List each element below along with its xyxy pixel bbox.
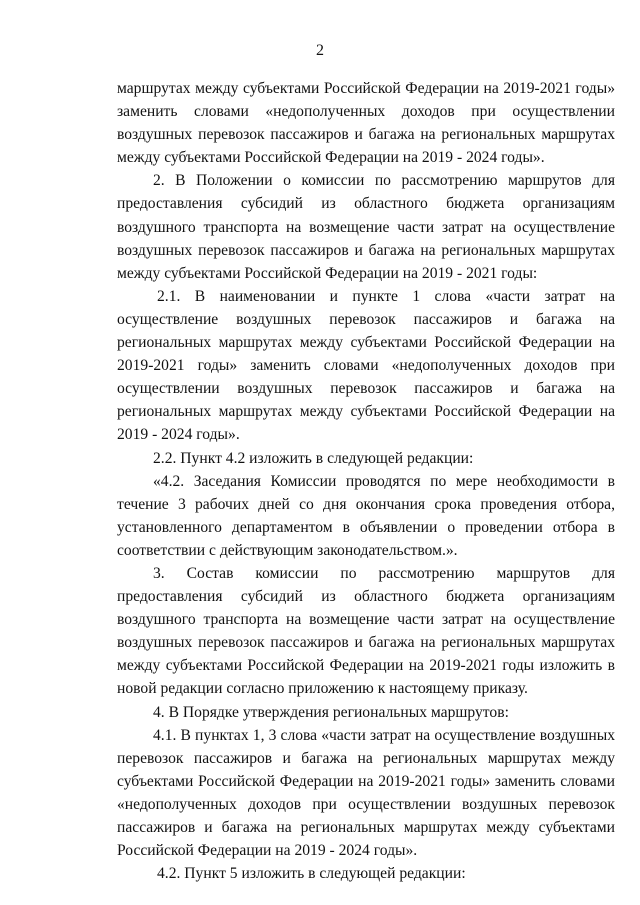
quoted-paragraph: «4.2. Заседания Комиссии проводятся по мере необходимости в течение 3 рабочих дней со дня окончания срока проведения отбора, установленного департаментом в объявлении о проведении отбора в соответствии с действующим законодательством.». bbox=[117, 472, 615, 559]
paragraph: 4.1. В пунктах 1, 3 слова «части затрат на осуществление воздушных перевозок пассажиров и багажа на региональных маршрутах между субъектами Российской Федерации на 2019-2021 годы» заменить словами «недополученных доходов при осуществлении воздушных перевозок пассажиров и багажа на региональных маршрутах между субъектами Российской Федерации на 2019 - 2024 годы». bbox=[117, 726, 615, 860]
document-body bbox=[117, 77, 615, 885]
paragraph: 4. В Порядке утверждения региональных маршрутов: bbox=[153, 703, 509, 721]
page-number: 2 bbox=[316, 42, 324, 59]
paragraph: 2. В Положении о комиссии по рассмотрению маршрутов для предоставления субсидий из областного бюджета организациям воздушного транспорта на возмещение части затрат на осуществление воздушных перевозок пассажиров и багажа на региональных маршрутах между субъектами Российской Федерации на 2019 - 2021 годы: bbox=[117, 172, 615, 282]
paragraph: 2.1. В наименовании и пункте 1 слова «части затрат на осуществление воздушных перевозок пассажиров и багажа на региональных маршрутах между субъектами Российской Федерации на 2019-2021 годы» заменить словами «недополученных доходов при осуществлении воздушных перевозок пассажиров и багажа на региональных маршрутах между субъектами Российской Федерации на 2019 - 2024 годы». bbox=[117, 287, 615, 444]
paragraph: 4.2. Пункт 5 изложить в следующей редакции: bbox=[157, 865, 466, 883]
paragraph: 2.2. Пункт 4.2 изложить в следующей редакции: bbox=[153, 449, 474, 467]
paragraph: маршрутах между субъектами Российской Федерации на 2019-2021 годы» заменить словами «недополученных доходов при осуществлении воздушных перевозок пассажиров и багажа на региональных маршрутах между субъектами Российской Федерации на 2019 - 2024 годы». bbox=[117, 80, 615, 167]
paragraph: 3. Состав комиссии по рассмотрению маршрутов для предоставления субсидий из областного бюджета организациям воздушного транспорта на возмещение части затрат на осуществление воздушных перевозок пассажиров и багажа на региональных маршрутах между субъектами Российской Федерации на 2019-2021 годы изложить в новой редакции согласно приложению к настоящему приказу. bbox=[117, 564, 615, 698]
